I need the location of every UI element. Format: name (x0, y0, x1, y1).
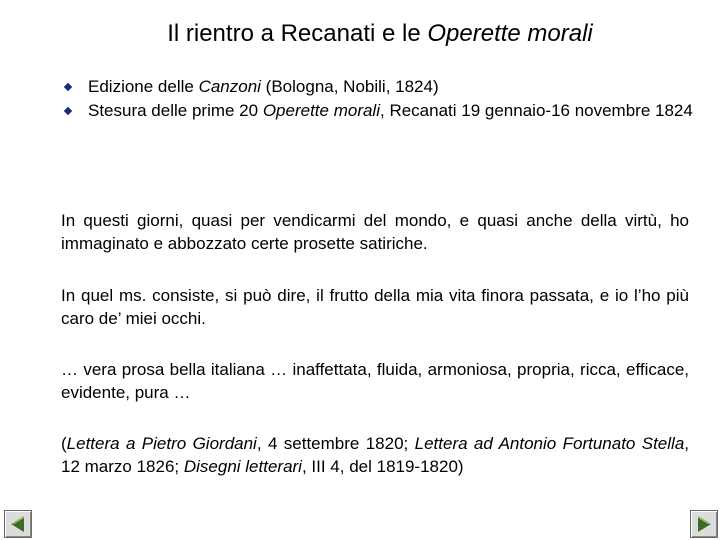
citation-open: ( (61, 434, 67, 453)
previous-slide-button[interactable] (4, 510, 32, 538)
triangle-right-icon (694, 514, 714, 534)
diamond-bullet-icon (64, 107, 72, 115)
bullet-text-pre: Edizione delle (88, 77, 199, 96)
bullet-text-pre: Stesura delle prime 20 (88, 101, 263, 120)
quote-paragraph-3: … vera prosa bella italiana … inaffettata, fluida, armoniosa, propria, ricca, efficace, evidente, pura … (61, 360, 689, 402)
citation-date-1: , 4 settembre 1820; (256, 434, 415, 453)
citation-work-3: Disegni letterari (183, 457, 302, 476)
slide-title (0, 20, 720, 48)
bullet-text-italic: Canzoni (198, 77, 261, 96)
citation-date-3: , III 4, del 1819-1820) (301, 457, 464, 476)
citation-work-2: Lettera ad Antonio Fortunato Stella (414, 434, 685, 453)
citation-date-2: , 12 marzo 1826; (61, 434, 690, 476)
bullet-text-post: (Bologna, Nobili, 1824) (260, 77, 439, 96)
citation-work-1: Lettera a Pietro Giordani (66, 434, 257, 453)
slide-title-plain: Il rientro a Recanati e le (167, 20, 428, 47)
bullet-item-operette (64, 100, 704, 122)
diamond-bullet-icon (64, 83, 72, 91)
next-slide-button[interactable] (690, 510, 718, 538)
bullet-text-italic: Operette morali (262, 101, 380, 120)
bullet-item-canzoni (64, 76, 704, 98)
bullet-text-post: , Recanati 19 gennaio-16 novembre 1824 (380, 101, 693, 120)
triangle-left-icon (8, 514, 28, 534)
quote-paragraph-2: In quel ms. consiste, si può dire, il frutto della mia vita finora passata, e io l’ho più caro de’ miei occhi. (61, 286, 689, 328)
slide-title-italic: Operette morali (427, 20, 593, 47)
quote-paragraph-1: In questi giorni, quasi per vendicarmi del mondo, e quasi anche della virtù, ho immaginato e abbozzato certe prosette satiriche. (61, 211, 689, 253)
bullet-list (64, 76, 704, 124)
citation-paragraph (61, 432, 689, 478)
